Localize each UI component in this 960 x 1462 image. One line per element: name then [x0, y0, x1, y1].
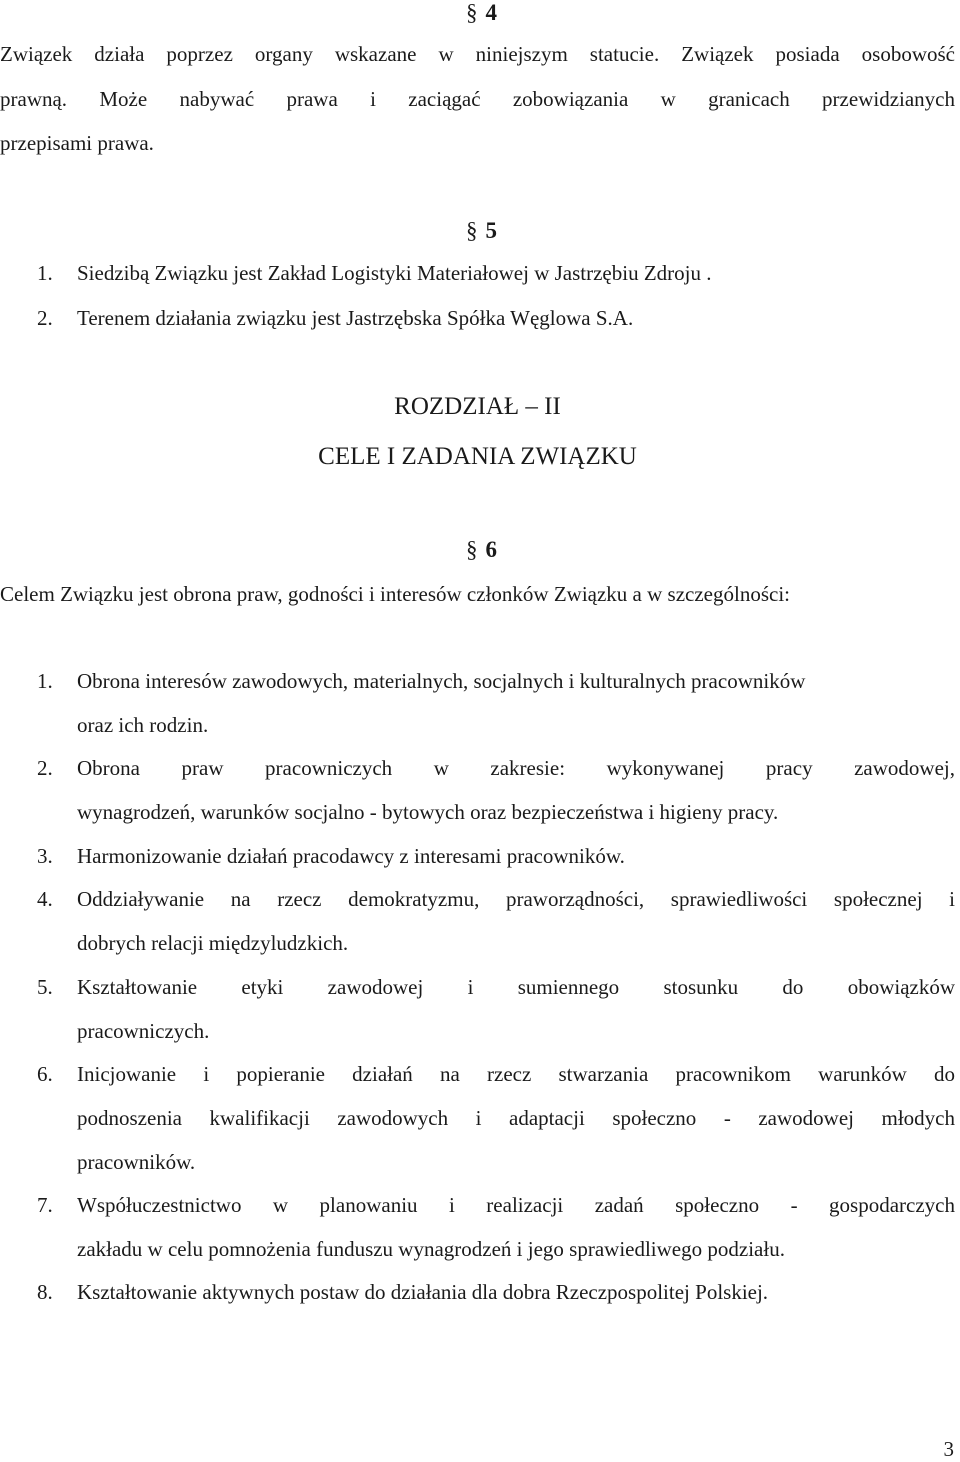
item-text-line: Kształtowanie etyki zawodowej i sumiennego stosunku do obowiązków	[77, 975, 955, 999]
section-number: 5	[485, 218, 497, 243]
section-4-line-1: Związek działa poprzez organy wskazane w niniejszym statucie. Związek posiada osobowość	[0, 42, 955, 66]
item-text-line: dobrych relacji międzyludzkich.	[77, 931, 349, 955]
item-text-line: Obrona interesów zawodowych, materialnych, socjalnych i kulturalnych pracowników	[77, 669, 806, 693]
item-number: 7.	[37, 1193, 53, 1217]
item-text-line: Współuczestnictwo w planowaniu i realizacji zadań społeczno - gospodarczych	[77, 1193, 955, 1217]
item-text-line: Oddziaływanie na rzecz demokratyzmu, praworządności, sprawiedliwości społecznej i	[77, 887, 955, 911]
section-6-heading	[466, 537, 497, 563]
item-number: 2.	[37, 756, 53, 780]
section-4-heading	[466, 0, 497, 26]
section-6-intro: Celem Związku jest obrona praw, godności i interesów członków Związku a w szczególności:	[0, 582, 790, 606]
item-text: Terenem działania związku jest Jastrzębska Spółka Węglowa S.A.	[77, 306, 634, 330]
item-text-line: pracowniczych.	[77, 1019, 210, 1043]
item-text-line: Inicjowanie i popieranie działań na rzecz stwarzania pracownikom warunków do	[77, 1062, 955, 1086]
item-number: 6.	[37, 1062, 53, 1086]
item-number: 8.	[37, 1280, 53, 1304]
section-number: 4	[485, 0, 497, 25]
item-text-line: wynagrodzeń, warunków socjalno - bytowych oraz bezpieczeństwa i higieny pracy.	[77, 800, 779, 824]
item-number: 2.	[37, 306, 53, 330]
item-number: 1.	[37, 261, 53, 285]
section-4-line-3: przepisami prawa.	[0, 131, 154, 155]
item-text-line: Harmonizowanie działań pracodawcy z interesami pracowników.	[77, 844, 625, 868]
item-number: 5.	[37, 975, 53, 999]
item-text-line: Kształtowanie aktywnych postaw do działania dla dobra Rzeczpospolitej Polskiej.	[77, 1280, 769, 1304]
item-text-line: Obrona praw pracowniczych w zakresie: wykonywanej pracy zawodowej,	[77, 756, 955, 780]
item-text-line: zakładu w celu pomnożenia funduszu wynagrodzeń i jego sprawiedliwego podziału.	[77, 1237, 785, 1261]
chapter-title: ROZDZIAŁ – II	[394, 393, 561, 420]
page-number: 3	[943, 1437, 954, 1461]
item-text-line: podnoszenia kwalifikacji zawodowych i adaptacji społeczno - zawodowej młodych	[77, 1106, 955, 1130]
section-symbol: §	[466, 537, 478, 562]
item-text-line: oraz ich rodzin.	[77, 713, 209, 737]
item-text: Siedzibą Związku jest Zakład Logistyki Materiałowej w Jastrzębiu Zdroju .	[77, 261, 712, 285]
item-number: 4.	[37, 887, 53, 911]
section-4-line-2: prawną. Może nabywać prawa i zaciągać zobowiązania w granicach przewidzianych	[0, 87, 955, 111]
item-number: 1.	[37, 669, 53, 693]
chapter-subtitle: CELE I ZADANIA ZWIĄZKU	[318, 443, 637, 470]
section-number: 6	[485, 537, 497, 562]
item-number: 3.	[37, 844, 53, 868]
section-symbol: §	[466, 0, 478, 25]
item-text-line: pracowników.	[77, 1150, 196, 1174]
section-symbol: §	[466, 218, 478, 243]
section-5-heading	[466, 218, 497, 244]
